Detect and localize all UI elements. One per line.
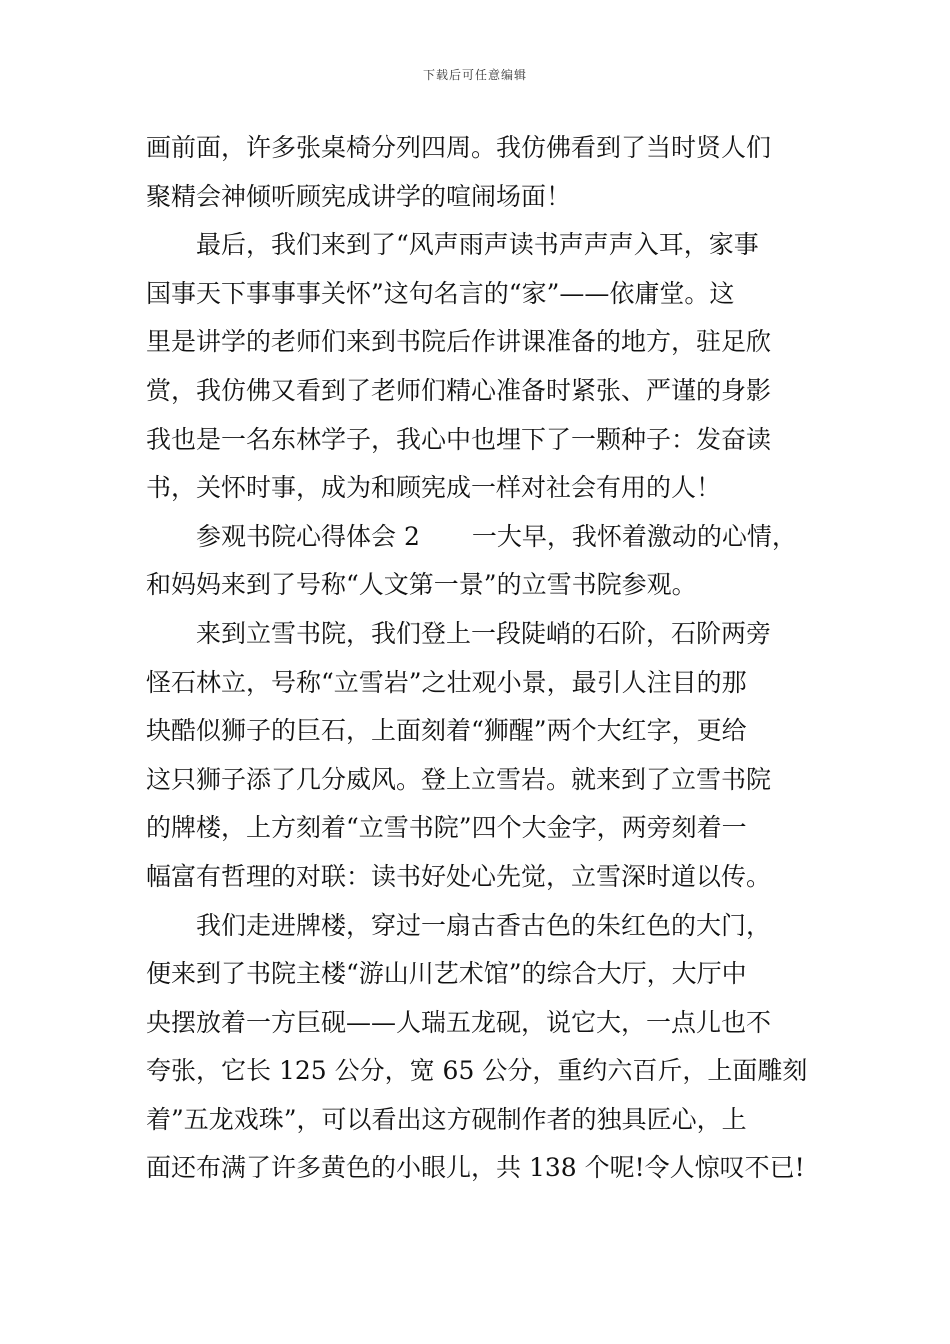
paragraph [146,513,806,610]
text-line: 和妈妈来到了号称“人文第一景”的立雪书院参观。 [146,570,697,600]
document-body [146,124,806,1193]
text-line: 的牌楼，上方刻着“立雪书院”四个大金字，两旁刻着一 [146,813,747,843]
text-line: 国事天下事事事关怀”这句名言的“家”——依庸堂。这 [146,278,735,308]
text-line: 我也是一名东林学子，我心中也埋下了一颗种子：发奋读 [146,424,772,454]
text-line: 便来到了书院主楼“游山川艺术馆”的综合大厅，大厅中 [146,959,747,989]
text-line: 面还布满了许多黄色的小眼儿，共 138 个呢!令人惊叹不已! [146,1153,805,1183]
paragraph [146,124,806,221]
paragraph [146,902,806,1194]
text-line [146,513,806,562]
text-segment: 一大早，我怀着激动的心情， [471,521,797,551]
text-line: 我们走进牌楼，穿过一扇古香古色的朱红色的大门， [196,910,772,940]
text-line: 书，关怀时事，成为和顾宪成一样对社会有用的人！ [146,473,722,503]
paragraph [146,610,806,902]
section-heading: 参观书院心得体会 2 [196,521,420,551]
text-line: 着”五龙戏珠”，可以看出这方砚制作者的独具匠心，上 [146,1104,747,1134]
text-line: 怪石林立，号称“立雪岩”之壮观小景，最引人注目的那 [146,667,747,697]
page-header: 下载后可任意编辑 [422,68,527,82]
text-line: 最后，我们来到了“风声雨声读书声声声入耳，家事 [196,230,759,260]
text-line: 块酷似狮子的巨石，上面刻着“狮醒”两个大红字，更给 [146,716,747,746]
text-line: 画前面，许多张桌椅分列四周。我仿佛看到了当时贤人们 [146,133,772,162]
text-line: 央摆放着一方巨砚——人瑞五龙砚，说它大，一点儿也不 [146,1007,772,1037]
text-line: 赏，我仿佛又看到了老师们精心准备时紧张、严谨的身影 [146,375,772,405]
text-line: 里是讲学的老师们来到书院后作讲课准备的地方，驻足欣 [146,327,772,357]
text-line: 来到立雪书院，我们登上一段陡峭的石阶，石阶两旁 [196,618,772,648]
text-line: 幅富有哲理的对联：读书好处心先觉，立雪深时道以传。 [146,861,772,891]
text-line: 聚精会神倾听顾宪成讲学的喧闹场面！ [146,181,572,211]
text-line: 这只狮子添了几分威风。登上立雪岩。就来到了立雪书院 [146,764,772,794]
text-line: 夸张，它长 125 公分，宽 65 公分，重约六百斤，上面雕刻 [146,1056,808,1086]
paragraph [146,221,806,513]
